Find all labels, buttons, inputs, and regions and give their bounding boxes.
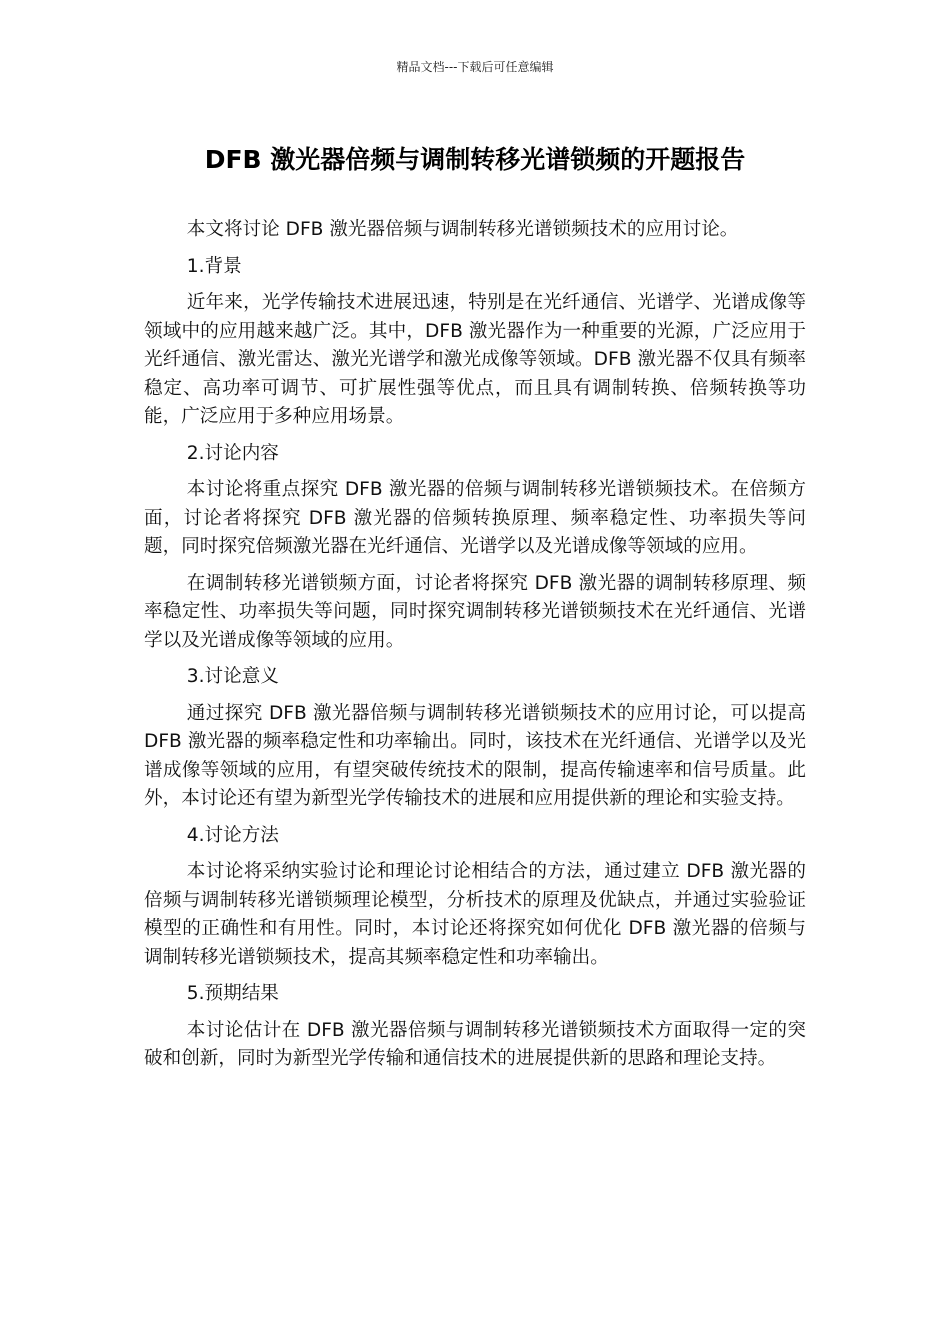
content-paragraph-modulation-transfer: 在调制转移光谱锁频方面，讨论者将探究 DFB 激光器的调制转移原理、频率稳定性、功率损失等问题，同时探究调制转移光谱锁频技术在光纤通信、光谱学以及光谱成像等领域的应用。 (144, 572, 806, 651)
method-paragraph: 本讨论将采纳实验讨论和理论讨论相结合的方法，通过建立 DFB 激光器的倍频与调制转移光谱锁频理论模型，分析技术的原理及优缺点，并通过实验验证模型的正确性和有用性。同时，本讨论还将探究如何优化 DFB 激光器的倍频与调制转移光谱锁频技术，提高其频率稳定性和功率输出。 (144, 861, 806, 968)
section-heading-background: 1.背景 (186, 255, 242, 277)
expected-results-paragraph: 本讨论估计在 DFB 激光器倍频与调制转移光谱锁频技术方面取得一定的突破和创新，同时为新型光学传输和通信技术的进展提供新的思路和理论支持。 (144, 1019, 806, 1069)
section-heading-significance: 3.讨论意义 (186, 666, 279, 687)
document-body (144, 216, 806, 1082)
document-title: DFB 激光器倍频与调制转移光谱锁频的开题报告 (204, 145, 746, 174)
intro-paragraph: 本文将讨论 DFB 激光器倍频与调制转移光谱锁频技术的应用讨论。 (186, 219, 739, 240)
background-paragraph: 近年来，光学传输技术进展迅速，特别是在光纤通信、光谱学、光谱成像等领域中的应用越来越广泛。其中，DFB 激光器作为一种重要的光源，广泛应用于光纤通信、激光雷达、激光光谱学和激光成像等领域。DFB 激光器不仅具有频率稳定、高功率可调节、可扩展性强等优点，而且具有调制转换、倍频转换等功能，广泛应用于多种应用场景。 (144, 292, 806, 427)
page-header-note: 精品文档---下载后可任意编辑 (396, 60, 554, 74)
significance-paragraph: 通过探究 DFB 激光器倍频与调制转移光谱锁频技术的应用讨论，可以提高 DFB 激光器的频率稳定性和功率输出。同时，该技术在光纤通信、光谱学以及光谱成像等领域的应用，有望突破传统技术的限制，提高传输速率和信号质量。此外，本讨论还有望为新型光学传输技术的进展和应用提供新的理论和实验支持。 (144, 702, 806, 809)
section-heading-content: 2.讨论内容 (186, 442, 279, 464)
content-paragraph-frequency-doubling: 本讨论将重点探究 DFB 激光器的倍频与调制转移光谱锁频技术。在倍频方面，讨论者将探究 DFB 激光器的倍频转换原理、频率稳定性、功率损失等问题，同时探究倍频激光器在光纤通信、光谱学以及光谱成像等领域的应用。 (144, 479, 806, 557)
section-heading-method: 4.讨论方法 (186, 824, 279, 846)
section-heading-expected-results: 5.预期结果 (186, 983, 279, 1004)
